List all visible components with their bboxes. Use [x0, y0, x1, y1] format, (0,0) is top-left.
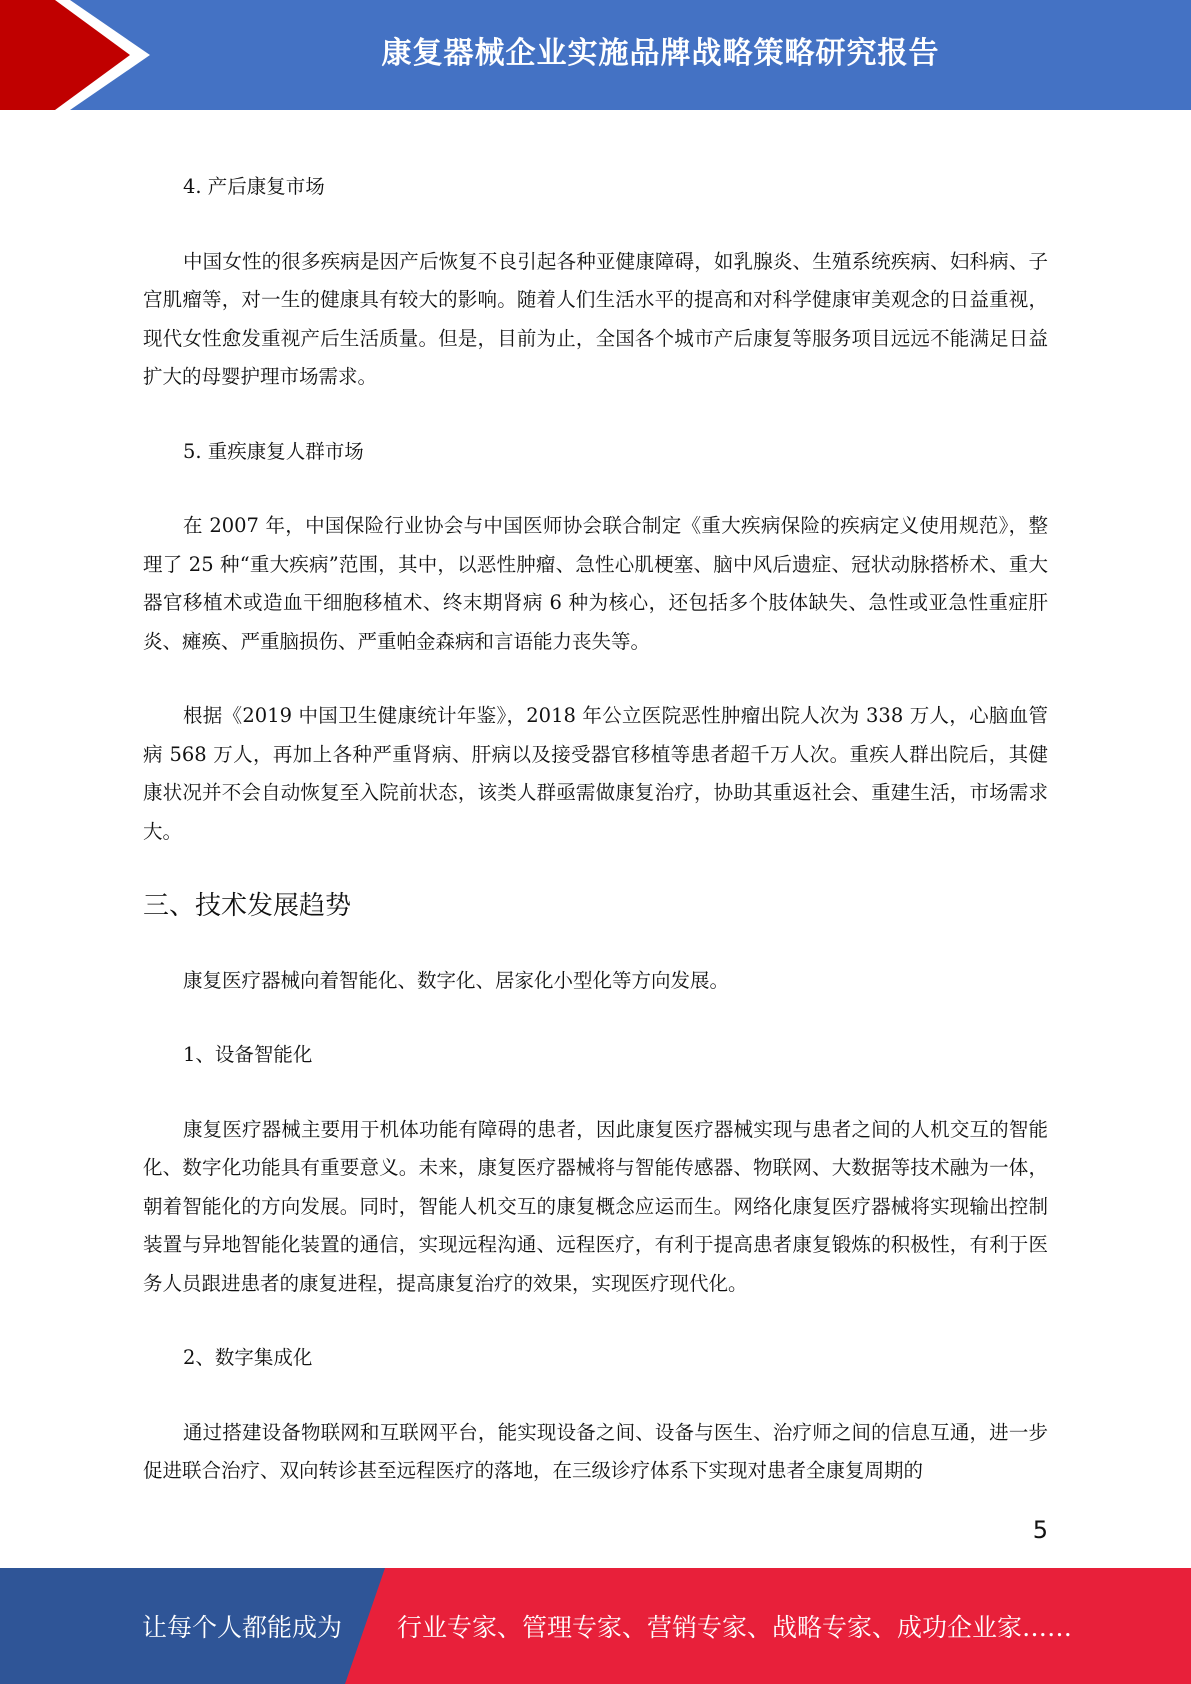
page-footer — [0, 1568, 1191, 1684]
subheading-digital-integration: 2、数字集成化 — [183, 1346, 313, 1369]
section-heading-tech-trends: 三、技术发展趋势 — [143, 891, 352, 921]
page-content — [143, 160, 1048, 1527]
footer-slogan-right: 行业专家、管理专家、营销专家、战略专家、成功企业家…… — [397, 1613, 1073, 1642]
paragraph-smart-devices: 康复医疗器械主要用于机体功能有障碍的患者，因此康复医疗器械实现与患者之间的人机交互的智能化、数字化功能具有重要意义。未来，康复医疗器械将与智能传感器、物联网、大数据等技术融为一体，朝着智能化的方向发展。同时，智能人机交互的康复概念应运而生。网络化康复医疗器械将实现输出控制装置与异地智能化装置的通信，实现远程沟通、远程医疗，有利于提高患者康复锻炼的积极性，有利于医务人员跟进患者的康复进程，提高康复治疗的效果，实现医疗现代化。 — [143, 1117, 1048, 1295]
subheading-smart-devices: 1、设备智能化 — [183, 1043, 313, 1066]
page-number: 5 — [1032, 1516, 1048, 1544]
paragraph-critical-illness-statistics: 根据《2019 中国卫生健康统计年鉴》，2018 年公立医院恶性肿瘤出院人次为 338 万人，心脑血管病 568 万人，再加上各种严重肾病、肝病以及接受器官移植等患者超千万人次。重疾人群出院后，其健康状况并不会自动恢复至入院前状态，该类人群亟需做康复治疗，协助其重返社会、重建生活，市场需求大。 — [143, 704, 1048, 843]
footer-slogan-left: 让每个人都能成为 — [142, 1613, 343, 1642]
item-heading-critical-illness: 5. 重疾康复人群市场 — [183, 439, 364, 463]
report-title: 康复器械企业实施品牌战略策略研究报告 — [381, 36, 940, 71]
paragraph-critical-illness-definition: 在 2007 年，中国保险行业协会与中国医师协会联合制定《重大疾病保险的疾病定义使用规范》，整理了 25 种“重大疾病”范围，其中，以恶性肿瘤、急性心肌梗塞、脑中风后遗症、冠状动脉搭桥术、重大器官移植术或造血干细胞移植术、终末期肾病 6 种为核心，还包括多个肢体缺失、急性或亚急性重症肝炎、瘫痪、严重脑损伤、严重帕金森病和言语能力丧失等。 — [143, 514, 1048, 653]
page-header — [0, 0, 1191, 110]
item-heading-postpartum: 4. 产后康复市场 — [183, 175, 325, 198]
paragraph-postpartum: 中国女性的很多疾病是因产后恢复不良引起各种亚健康障碍，如乳腺炎、生殖系统疾病、妇科病、子宫肌瘤等，对一生的健康具有较大的影响。随着人们生活水平的提高和对科学健康审美观念的日益重视，现代女性愈发重视产后生活质量。但是，目前为止，全国各个城市产后康复等服务项目远远不能满足日益扩大的母婴护理市场需求。 — [143, 249, 1048, 388]
paragraph-tech-trends-intro: 康复医疗器械向着智能化、数字化、居家化小型化等方向发展。 — [183, 968, 730, 992]
paragraph-digital-integration: 通过搭建设备物联网和互联网平台，能实现设备之间、设备与医生、治疗师之间的信息互通，进一步促进联合治疗、双向转诊甚至远程医疗的落地，在三级诊疗体系下实现对患者全康复周期的 — [143, 1420, 1048, 1482]
